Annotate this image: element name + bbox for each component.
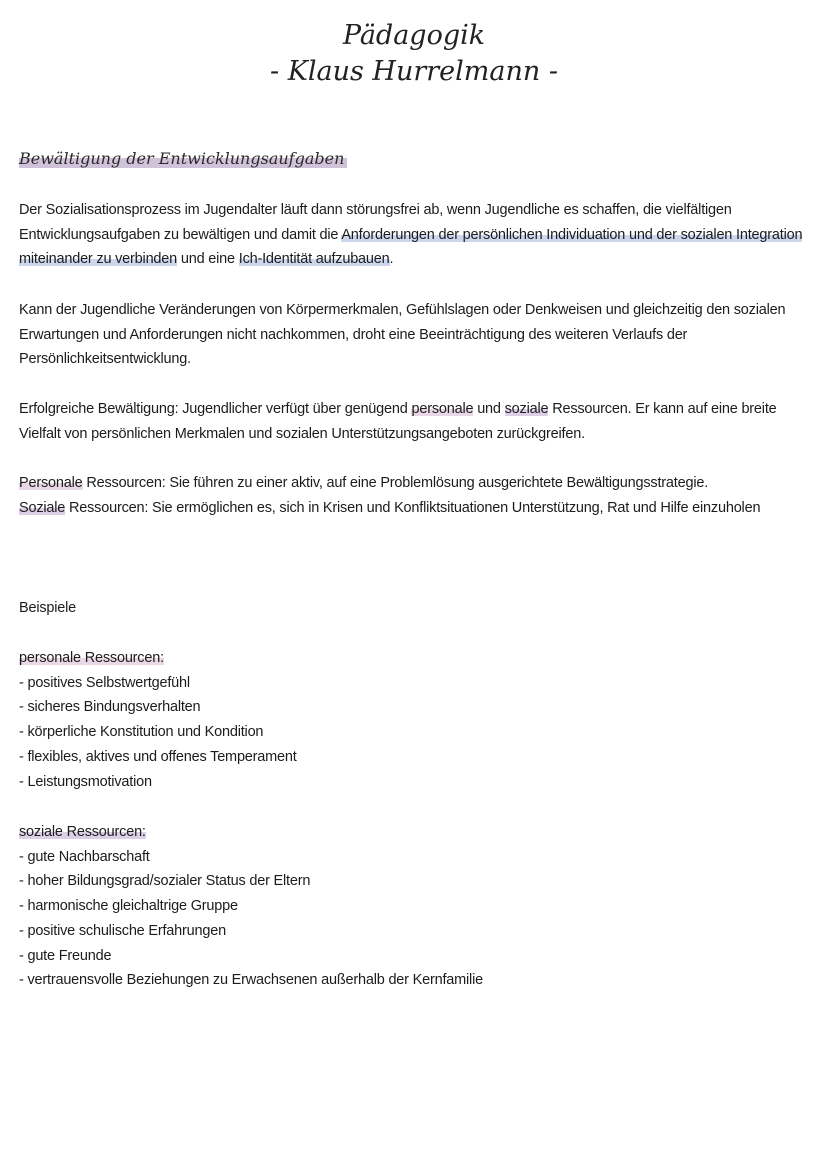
social-resources-list [19,820,814,993]
paragraph-socialization [19,198,814,272]
list-item: - sicheres Bindungsverhalten [19,699,201,716]
list-item: - positives Selbstwertgefühl [19,674,190,691]
definition-social [19,496,814,521]
paragraph-text: und [473,401,505,417]
highlight-personal: personale [411,401,474,417]
highlight-social-term: Soziale [19,499,66,516]
section-heading: Bewältigung der Entwicklungsaufgaben [19,148,347,170]
list-item: - körperliche Konstitution und Kondition [19,724,264,741]
document-title [0,18,828,90]
list-item: - Leistungsmotivation [19,773,152,790]
definition-text: Ressourcen: Sie führen zu einer aktiv, auf eine Problemlösung ausgerichtete Bewältigungsstrategie. [82,475,709,491]
highlight-personal-term: Personale [19,475,83,491]
list-item: - hoher Bildungsgrad/sozialer Status der Eltern [19,873,311,890]
definition-personal [19,471,814,496]
highlight-social: soziale [504,401,549,417]
highlight-requirements: Anforderungen der persönlichen Individuation und der sozialen Integration miteinander zu verbinden [19,226,803,268]
paragraph-text: Der Sozialisationsprozess im Jugendalter läuft dann störungsfrei ab, wenn Jugendliche es schaffen, die vielfältigen Entwicklungsaufgaben zu bewältigen und damit die [19,202,732,243]
personal-resources-list [19,646,814,794]
list-item: - vertrauensvolle Beziehungen zu Erwachsenen außerhalb der Kernfamilie [19,972,483,989]
list-item: - positive schulische Erfahrungen [19,922,226,939]
definition-text: Ressourcen: Sie ermöglichen es, sich in Krisen und Konfliktsituationen Unterstützung, Rat und Hilfe einzuholen [65,499,761,516]
list-item: - gute Freunde [19,947,112,964]
list-item: - flexibles, aktives und offenes Temperament [19,748,297,765]
paragraph-resource-definitions [19,471,814,520]
paragraph-text: . [389,251,394,268]
title-author: - Klaus Hurrelmann - [270,56,558,87]
personal-resources-heading: personale Ressourcen: [19,650,164,666]
social-resources-heading: soziale Ressourcen: [19,824,146,840]
paragraph-text: Erfolgreiche Bewältigung: Jugendlicher verfügt über genügend [19,401,412,417]
list-item: - gute Nachbarschaft [19,848,150,865]
highlight-identity: Ich-Identität aufzubauen [238,251,390,268]
paragraph-text: Ressourcen. Er kann auf eine breite Vielfalt von persönlichen Merkmalen und sozialen Unterstützungsangeboten zurückgreifen. [19,401,777,442]
examples-label: Beispiele [19,600,77,616]
paragraph-successful-coping [19,397,814,446]
paragraph-text: und eine [177,251,239,268]
paragraph-impairment: Kann der Jugendliche Veränderungen von Körpermerkmalen, Gefühlslagen oder Denkweisen und gleichzeitig den sozialen Erwartungen und Anforderungen nicht nachkommen, droht eine Beeinträchtigung des weiteren Verlaufs der Persönlichkeitsentwicklung. [19,302,786,368]
list-item: - harmonische gleichaltrige Gruppe [19,898,238,915]
title-subject: Pädagogik [342,20,486,51]
